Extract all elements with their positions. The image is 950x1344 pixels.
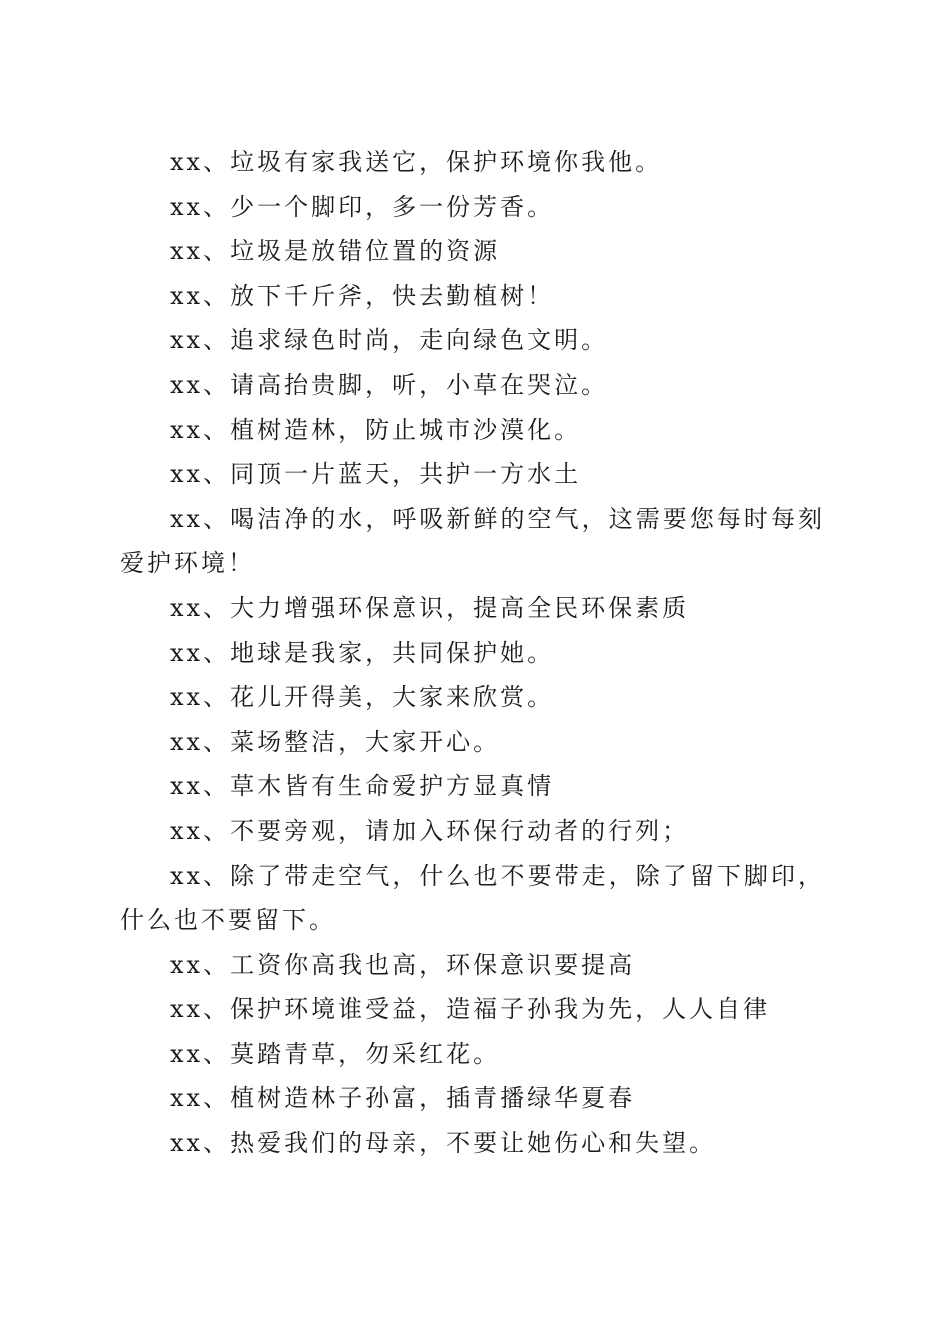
slogan-paragraph: xx、草木皆有生命爱护方显真情 <box>170 772 555 801</box>
slogan-paragraph: xx、大力增强环保意识，提高全民环保素质 <box>170 593 690 622</box>
slogan-paragraph: xx、地球是我家，共同保护她。 <box>170 638 555 667</box>
slogan-paragraph: xx、放下千斤斧，快去勤植树！ <box>170 281 555 310</box>
slogan-paragraph: xx、工资你高我也高，环保意识要提高 <box>170 950 636 979</box>
slogan-paragraph: xx、喝洁净的水，呼吸新鲜的空气，这需要您每时每刻爱护环境！ <box>120 504 825 578</box>
slogan-paragraph: xx、植树造林，防止城市沙漠化。 <box>170 415 582 444</box>
slogan-paragraph: xx、不要旁观，请加入环保行动者的行列； <box>170 816 690 845</box>
slogan-paragraph: xx、追求绿色时尚，走向绿色文明。 <box>170 326 609 355</box>
slogan-paragraph: xx、莫踏青草，勿采红花。 <box>170 1039 501 1068</box>
slogan-paragraph: xx、保护环境谁受益，造福子孙我为先，人人自律 <box>170 995 771 1024</box>
slogan-paragraph: xx、热爱我们的母亲，不要让她伤心和失望。 <box>170 1129 717 1158</box>
slogan-paragraph: xx、同顶一片蓝天，共护一方水土 <box>170 460 582 489</box>
slogan-paragraph: xx、植树造林子孙富，插青播绿华夏春 <box>170 1084 636 1113</box>
slogan-paragraph: xx、花儿开得美，大家来欣赏。 <box>170 683 555 712</box>
slogan-paragraph: xx、菜场整洁，大家开心。 <box>170 727 501 756</box>
document-body <box>120 140 825 1166</box>
slogan-paragraph: xx、除了带走空气，什么也不要带走，除了留下脚印，什么也不要留下。 <box>120 861 825 935</box>
slogan-paragraph: xx、请高抬贵脚，听，小草在哭泣。 <box>170 370 609 399</box>
slogan-paragraph: xx、垃圾有家我送它，保护环境你我他。 <box>170 148 663 176</box>
slogan-paragraph: xx、垃圾是放错位置的资源 <box>170 237 501 266</box>
slogan-paragraph: xx、少一个脚印，多一份芳香。 <box>170 192 555 221</box>
